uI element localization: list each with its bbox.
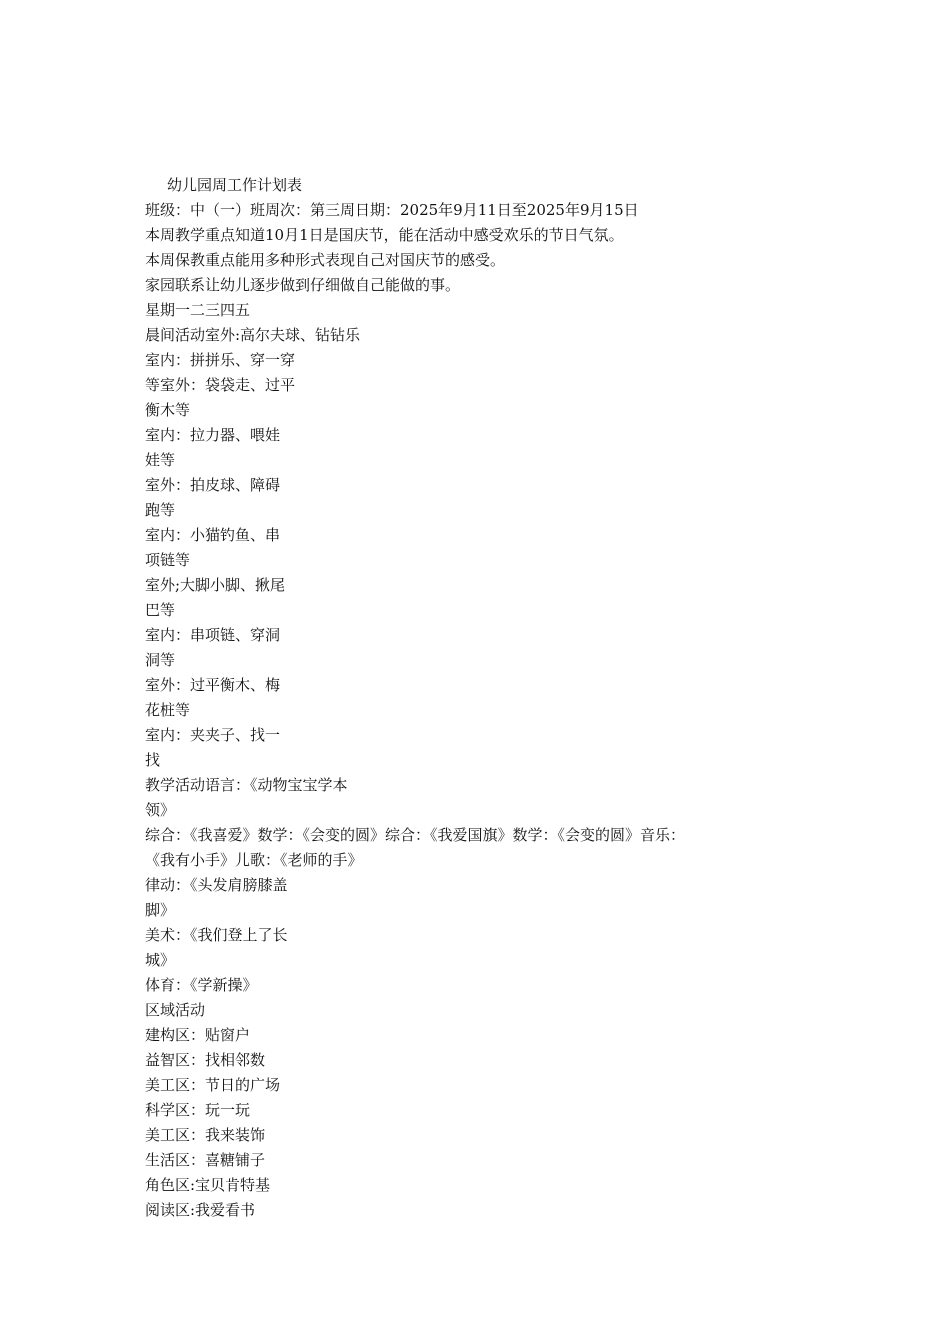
text-line: 建构区：贴窗户	[145, 1026, 251, 1044]
text-line: 室内：小猫钓鱼、串	[145, 526, 281, 544]
text-line-home-contact: 家园联系让幼儿逐步做到仔细做自己能做的事。	[145, 276, 461, 294]
text-line: 衡木等	[145, 401, 191, 419]
text-line: 等室外：袋袋走、过平	[145, 376, 296, 394]
text-line: 体育：《学新操》	[145, 976, 258, 994]
document-title: 幼儿园周工作计划表	[167, 176, 303, 194]
text-line: 美工区：我来装饰	[145, 1126, 266, 1144]
text-line: 综合：《我喜爱》数学：《会变的圆》综合：《我爱国旗》数学：《会变的圆》音乐：	[145, 826, 686, 844]
text-line: 巴等	[145, 601, 176, 619]
text-line: 娃等	[145, 451, 176, 469]
text-line: 找	[145, 751, 161, 769]
text-line: 室外：拍皮球、障碍	[145, 476, 281, 494]
text-line: 美术：《我们登上了长	[145, 926, 288, 944]
text-line-weekdays: 星期一二三四五	[145, 301, 251, 319]
text-line: 律动：《头发肩膀膝盖	[145, 876, 288, 894]
text-line: 室内：串项链、穿洞	[145, 626, 281, 644]
text-line: 室外：过平衡木、梅	[145, 676, 281, 694]
text-line: 室内：夹夹子、找一	[145, 726, 281, 744]
text-line: 洞等	[145, 651, 176, 669]
text-line: 城》	[145, 951, 176, 969]
text-line: 室内：拼拼乐、穿一穿	[145, 351, 296, 369]
text-line-class-info: 班级：中（一）班周次：第三周日期：2025年9月11日至2025年9月15日	[145, 201, 639, 219]
text-line-teaching-focus: 本周教学重点知道10月1日是国庆节，能在活动中感受欢乐的节日气氛。	[145, 226, 624, 244]
document-body	[145, 173, 845, 1223]
text-line: 脚》	[145, 901, 176, 919]
text-line: 室内：拉力器、喂娃	[145, 426, 281, 444]
text-line-teaching-activity: 教学活动语言：《动物宝宝学本	[145, 776, 348, 794]
text-line: 益智区：找相邻数	[145, 1051, 266, 1069]
text-line: 科学区：玩一玩	[145, 1101, 251, 1119]
text-line: 跑等	[145, 501, 176, 519]
text-line: 花桩等	[145, 701, 191, 719]
text-line-care-focus: 本周保教重点能用多种形式表现自己对国庆节的感受。	[145, 251, 506, 269]
text-line: 阅读区:我爱看书	[145, 1201, 256, 1219]
text-line: 晨间活动室外:高尔夫球、钻钻乐	[145, 326, 361, 344]
text-line: 项链等	[145, 551, 191, 569]
text-line: 室外;大脚小脚、揪尾	[145, 576, 286, 594]
text-line-area-activity: 区域活动	[145, 1001, 206, 1019]
text-line: 美工区：节日的广场	[145, 1076, 281, 1094]
text-line: 角色区:宝贝肯特基	[145, 1176, 271, 1194]
text-line: 领》	[145, 801, 176, 819]
text-line: 《我有小手》儿歌：《老师的手》	[145, 851, 363, 869]
text-line: 生活区：喜糖铺子	[145, 1151, 266, 1169]
